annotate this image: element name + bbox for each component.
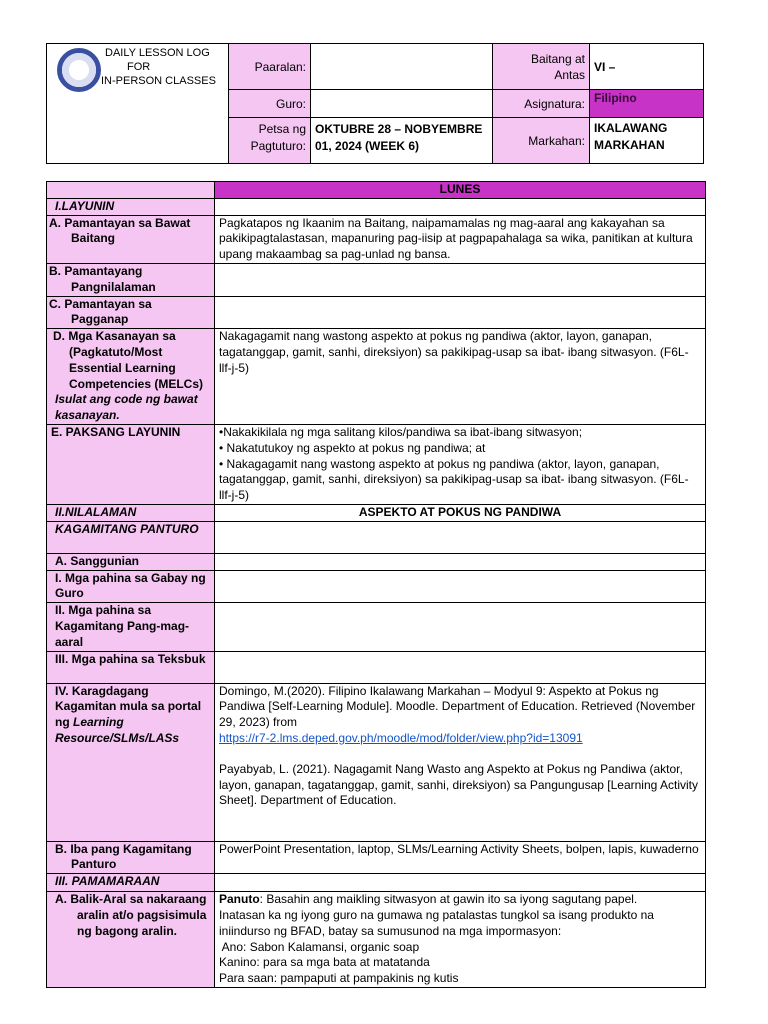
deped-seal-icon xyxy=(57,48,101,92)
pamantayan-baitang-value: Pagkatapos ng Ikaanim na Baitang, naipamamalas ng mag-aaral ang kakayahan sa pakikipagtalastasan, mapanuring pag-iisip at pagpapahalaga sa wika, panitikan at kultura upang makaambag sa pag-unlad ng bansa. xyxy=(215,215,706,263)
pamantayang-pangnilalaman-label: B. Pamantayang Pangnilalaman xyxy=(47,263,215,296)
gabay-guro-label: I. Mga pahina sa Gabay ng Guro xyxy=(47,570,215,603)
baitang-label: Baitang at Antas xyxy=(493,44,590,90)
iba-pang-kagamitan-value: PowerPoint Presentation, laptop, SLMs/Learning Activity Sheets, bolpen, lapis, kuwaderno xyxy=(215,841,706,874)
petsa-value: OKTUBRE 28 – NOBYEMBRE 01, 2024 (WEEK 6) xyxy=(311,118,493,164)
balik-aral-label: A. Balik-Aral sa nakaraang aralin at/o pagsisimula ng bagong aralin. xyxy=(47,892,215,988)
corner-cell xyxy=(47,182,215,199)
iba-pang-kagamitan-label: B. Iba pang Kagamitang Panturo xyxy=(47,841,215,874)
paaralan-value xyxy=(311,44,493,90)
section-pamamaraan: III. PAMAMARAAN xyxy=(47,874,215,892)
paaralan-label: Paaralan: xyxy=(229,44,311,90)
markahan-label: Markahan: xyxy=(493,118,590,164)
guro-value xyxy=(311,90,493,118)
section-pamamaraan-value xyxy=(215,874,706,892)
balik-aral-value: Panuto: Basahin ang maikling sitwasyon at gawin ito sa iyong sagutang papel. Inatasan ka ng iyong guro na gumawa ng patalastas tungkol sa isang produkto na iniindurso ng BFAD, batay sa sumusunod na mga impormasyon: Ano: Sabon Kalamansi, organic soap Kanino: para sa mga bata at matatanda Para saan: pampaputi at pampakinis ng kutis xyxy=(215,892,706,988)
kagamitang-panturo-value xyxy=(215,521,706,553)
logo-title: DAILY LESSON LOG FOR IN-PERSON CLASSES xyxy=(101,47,216,87)
pamantayan-pagganap-value xyxy=(215,296,706,329)
sanggunian-value xyxy=(215,553,706,570)
pamantayan-pagganap-label: C. Pamantayan sa Pagganap xyxy=(47,296,215,329)
section-layunin: I.LAYUNIN xyxy=(47,198,215,215)
paksang-layunin-value: •Nakakikilala ng mga salitang kilos/pandiwa sa ibat-ibang sitwasyon; • Nakatutukoy ng aspekto at pokus ng pandiwa; at • Nakagagamit nang wastong aspekto at pokus ng pandiwa (aktor, layon, ganapan, tagatanggap, gamit, sanhi, direksiyon) sa pakikipag-usap sa ibat- ibang sitwasyon. (F6L-llf-j-5) xyxy=(215,424,706,504)
sanggunian-label: A. Sanggunian xyxy=(47,553,215,570)
lesson-table xyxy=(46,181,706,988)
teksbuk-label: III. Mga pahina sa Teksbuk xyxy=(47,651,215,683)
reference-1-link[interactable]: https://r7-2.lms.deped.gov.ph/moodle/mod/folder/view.php?id=13091 xyxy=(219,730,583,745)
kagamitang-mag-aaral-value xyxy=(215,603,706,651)
section-layunin-value xyxy=(215,198,706,215)
nilalaman-value: ASPEKTO AT POKUS NG PANDIWA xyxy=(215,504,706,521)
baitang-value: VI – xyxy=(590,44,704,90)
day-header: LUNES xyxy=(215,182,706,199)
kasanayan-label: D. Mga Kasanayan sa (Pagkatuto/Most Essential Learning Competencies (MELCs) Isulat ang code ng bawat kasanayan. xyxy=(47,329,215,425)
pamantayang-pangnilalaman-value xyxy=(215,263,706,296)
karagdagang-kagamitan-value xyxy=(215,683,706,841)
kasanayan-value: Nakagagamit nang wastong aspekto at pokus ng pandiwa (aktor, layon, ganapan, tagatanggap, gamit, sanhi, direksiyon) sa pakikipag-usap sa ibat- ibang sitwasyon. (F6L-llf-j-5) xyxy=(215,329,706,425)
asignatura-value: Filipino xyxy=(590,90,704,118)
petsa-label: Petsa ng Pagtuturo: xyxy=(229,118,311,164)
guro-label: Guro: xyxy=(229,90,311,118)
reference-2: Payabyab, L. (2021). Nagagamit Nang Wasto ang Aspekto at Pokus ng Pandiwa (aktor, layon, ganapan, tagatanggap, gamit, sanhi, direksiyon) sa Pangungusap [Learning Activity Sheet]. Department of Education. xyxy=(219,761,698,808)
kagamitang-panturo-label: KAGAMITANG PANTURO xyxy=(47,521,215,553)
section-nilalaman: II.NILALAMAN xyxy=(47,504,215,521)
reference-1: Domingo, M.(2020). Filipino Ikalawang Markahan – Modyul 9: Aspekto at Pokus ng Pandiwa [Self-Learning Module]. Moodle. Department of Education. Retrieved (November 29, 2023) from xyxy=(219,683,696,730)
asignatura-label: Asignatura: xyxy=(493,90,590,118)
gabay-guro-value xyxy=(215,570,706,603)
header-table xyxy=(46,43,704,164)
logo-cell xyxy=(47,44,229,164)
karagdagang-kagamitan-label: IV. Karagdagang Kagamitan mula sa portal ng Learning Resource/SLMs/LASs xyxy=(47,683,215,841)
kagamitang-mag-aaral-label: II. Mga pahina sa Kagamitang Pang-mag-aaral xyxy=(47,603,215,651)
paksang-layunin-label: E. PAKSANG LAYUNIN xyxy=(47,424,215,504)
teksbuk-value xyxy=(215,651,706,683)
markahan-value: IKALAWANG MARKAHAN xyxy=(590,118,704,164)
pamantayan-baitang-label: A. Pamantayan sa Bawat Baitang xyxy=(47,215,215,263)
